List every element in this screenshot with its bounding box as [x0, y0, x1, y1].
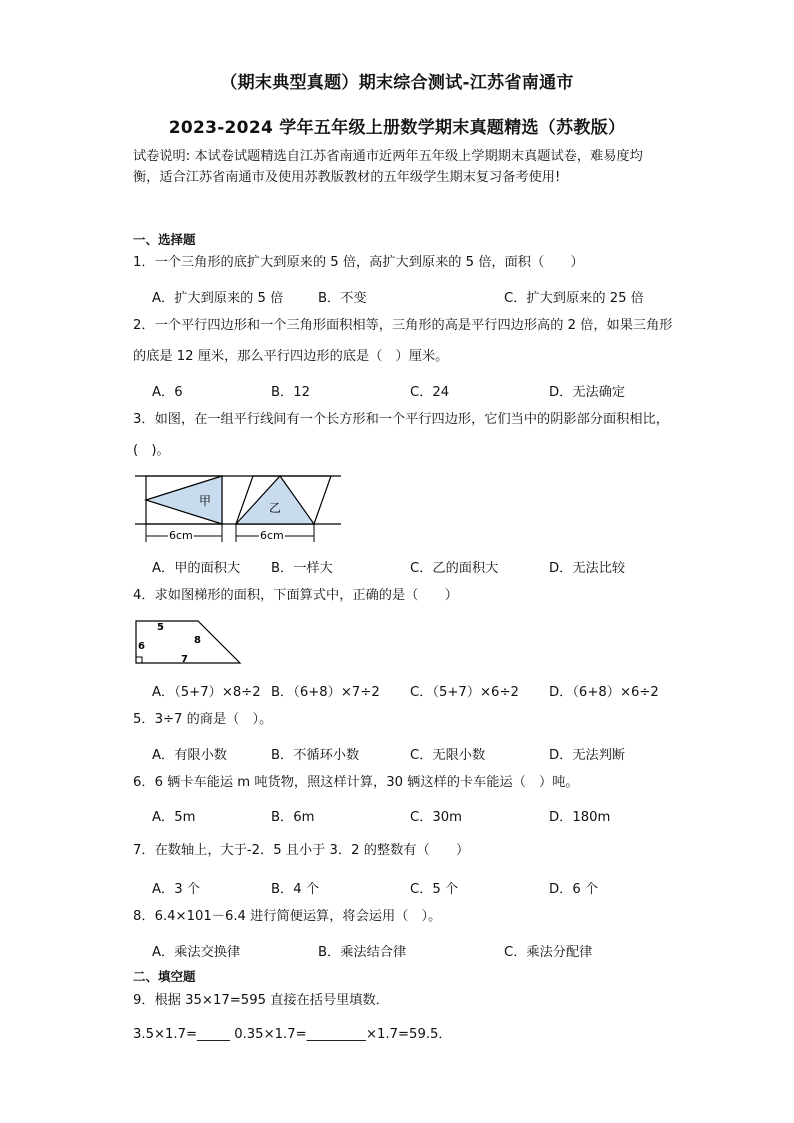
question-6-option-a[interactable]: A．5m	[152, 810, 196, 825]
question-4-option-c[interactable]: C．（5+7）×6÷2	[410, 685, 519, 700]
question-2-option-b[interactable]: B．12	[271, 385, 311, 400]
question-2-option-a[interactable]: A．6	[152, 385, 183, 400]
question-5-option-a[interactable]: A．有限小数	[152, 748, 227, 763]
question-5-stem: 5．3÷7 的商是（ ）。	[133, 712, 273, 727]
question-4-option-a[interactable]: A．（5+7）×8÷2	[152, 685, 261, 700]
right-angle-mark	[136, 657, 142, 663]
question-1-option-c[interactable]: C．扩大到原来的 25 倍	[504, 291, 644, 306]
question-8-stem: 8．6.4×101－6.4 进行简便运算，将会运用（ ）。	[133, 909, 442, 924]
question-2-option-d[interactable]: D．无法确定	[549, 385, 626, 400]
question-7-option-c[interactable]: C．5 个	[410, 882, 459, 897]
question-3-option-c[interactable]: C．乙的面积大	[410, 561, 499, 576]
label-yi: 乙	[269, 501, 282, 515]
question-6-option-d[interactable]: D．180m	[549, 810, 611, 825]
question-5-option-b[interactable]: B．不循环小数	[271, 748, 360, 763]
question-6-option-c[interactable]: C．30m	[410, 810, 463, 825]
question-3-stem: 3．如图，在一组平行线间有一个长方形和一个平行四边形，它们当中的阴影部分面积相比，( )。	[133, 412, 669, 458]
question-8-option-c[interactable]: C．乘法分配律	[504, 945, 593, 960]
page-title-line1: （期末典型真题）期末综合测试-江苏省南通市	[220, 73, 574, 93]
trapezoid-slant-label: 8	[194, 635, 201, 646]
question-6-stem: 6．6 辆卡车能运 m 吨货物，照这样计算，30 辆这样的卡车能运（ ）吨。	[133, 775, 579, 790]
question-9-stem: 9．根据 35×17=595 直接在括号里填数．	[133, 993, 389, 1008]
question-3-figure	[133, 470, 343, 546]
section-heading-fill: 二、填空题	[133, 969, 196, 984]
label-jia: 甲	[199, 494, 212, 508]
question-5-option-c[interactable]: C．无限小数	[410, 748, 486, 763]
dimension-right: 6cm	[260, 529, 284, 542]
question-2-option-c[interactable]: C．24	[410, 385, 450, 400]
question-3-option-b[interactable]: B．一样大	[271, 561, 333, 576]
trapezoid-shape	[136, 621, 240, 663]
question-8-option-b[interactable]: B．乘法结合律	[318, 945, 407, 960]
trapezoid-height-label: 6	[138, 641, 145, 652]
question-4-option-d[interactable]: D．（6+8）×6÷2	[549, 685, 659, 700]
question-7-stem: 7．在数轴上，大于-2．5 且小于 3．2 的整数有（ ）	[133, 843, 470, 858]
question-4-trapezoid-figure	[133, 618, 245, 668]
question-3-option-a[interactable]: A．甲的面积大	[152, 561, 241, 576]
question-7-option-b[interactable]: B．4 个	[271, 882, 320, 897]
dimension-left: 6cm	[169, 529, 193, 542]
question-8-option-a[interactable]: A．乘法交换律	[152, 945, 241, 960]
question-2-stem: 2．一个平行四边形和一个三角形面积相等，三角形的高是平行四边形高的 2 倍，如果三角形的底是 12 厘米，那么平行四边形的底是（ ）厘米。	[133, 318, 673, 364]
question-9-fill-line[interactable]: 3.5×1.7=_____ 0.35×1.7=_________×1.7=59.5．	[133, 1027, 452, 1042]
question-1-option-b[interactable]: B．不变	[318, 291, 367, 306]
section-heading-choice: 一、选择题	[133, 232, 196, 247]
question-1-stem: 1．一个三角形的底扩大到原来的 5 倍，高扩大到原来的 5 倍，面积（ ）	[133, 255, 584, 270]
exam-intro: 试卷说明: 本试卷试题精选自江苏省南通市近两年五年级上学期期末真题试卷，难易度均衡，适合江苏省南通市及使用苏教版教材的五年级学生期末复习备考使用!	[133, 149, 643, 185]
question-7-option-a[interactable]: A．3 个	[152, 882, 200, 897]
shaded-triangle-yi	[236, 476, 314, 524]
question-1-option-a[interactable]: A．扩大到原来的 5 倍	[152, 291, 284, 306]
page-title-line2: 2023-2024 学年五年级上册数学期末真题精选（苏教版）	[168, 118, 626, 138]
trapezoid-top-label: 5	[157, 622, 164, 633]
question-5-option-d[interactable]: D．无法判断	[549, 748, 626, 763]
trapezoid-bottom-label: 7	[181, 654, 188, 665]
question-6-option-b[interactable]: B．6m	[271, 810, 315, 825]
question-4-stem: 4．求如图梯形的面积，下面算式中，正确的是（ ）	[133, 588, 458, 603]
question-7-option-d[interactable]: D．6 个	[549, 882, 599, 897]
question-4-option-b[interactable]: B．（6+8）×7÷2	[271, 685, 380, 700]
question-3-option-d[interactable]: D．无法比较	[549, 561, 626, 576]
